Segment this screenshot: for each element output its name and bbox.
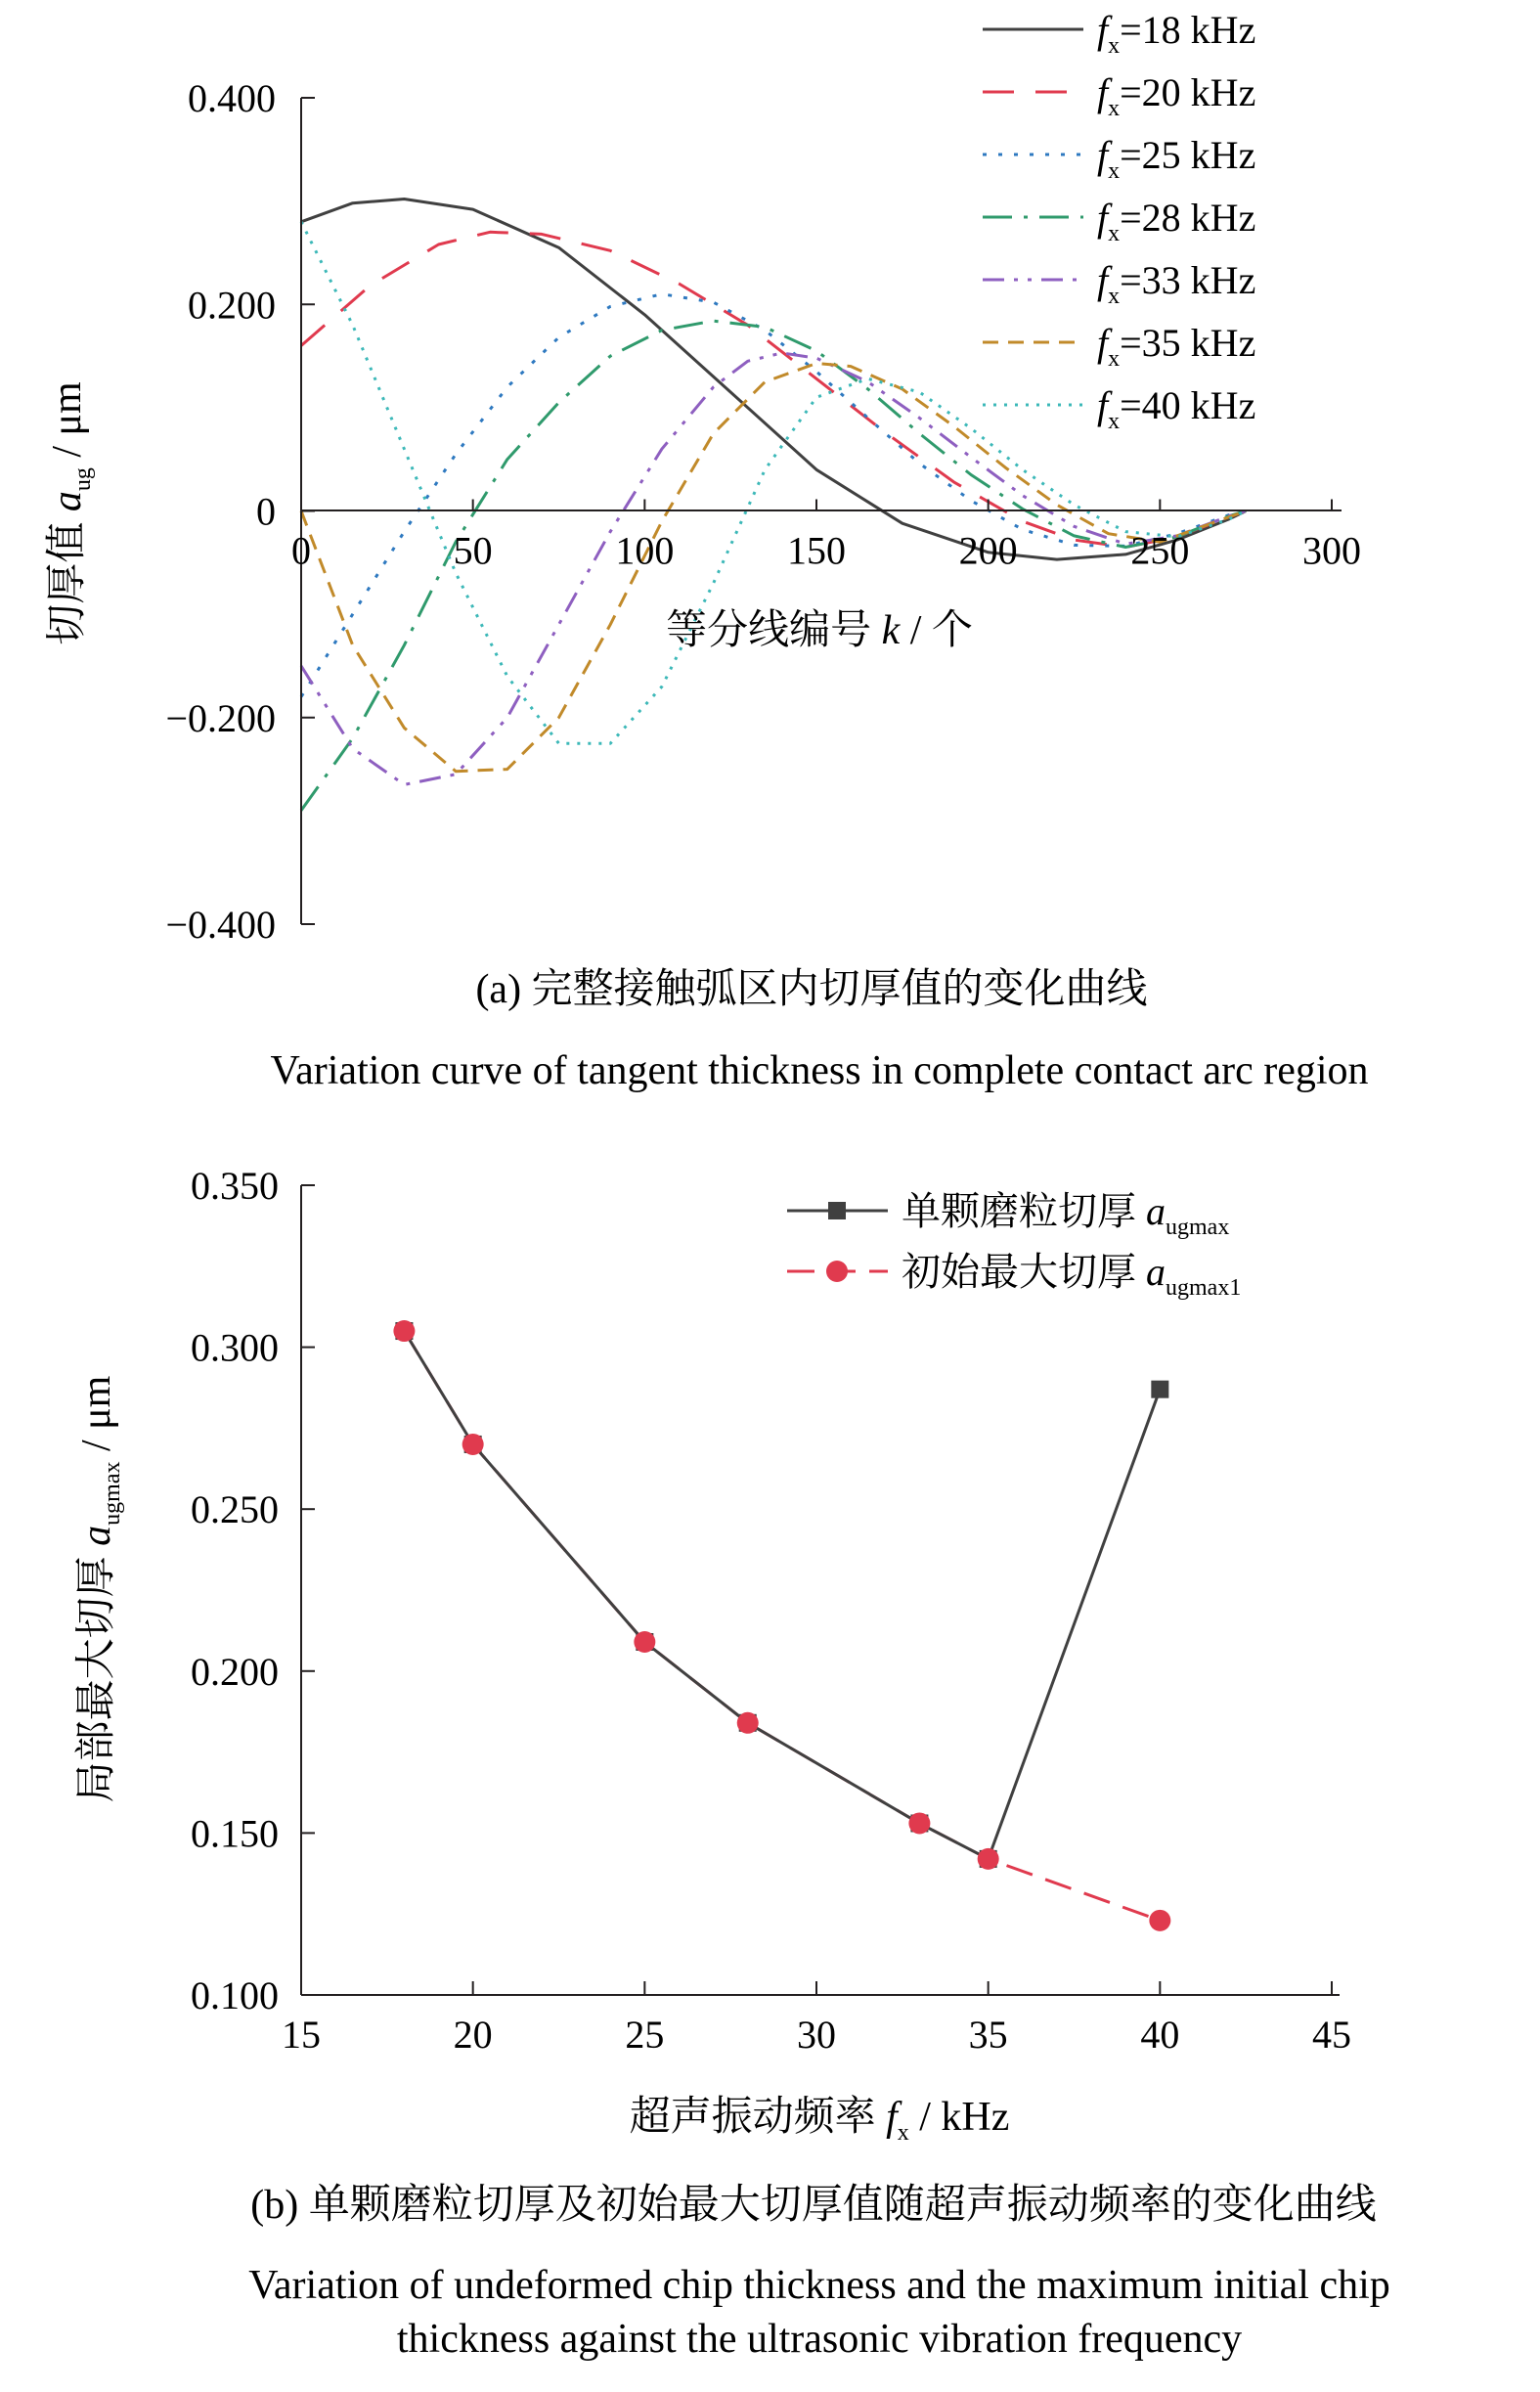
panel-b-marker-circle bbox=[908, 1812, 930, 1834]
panel-b-x-label: 超声振动频率 $f_x$ / kHz bbox=[629, 2095, 1010, 2146]
panel-b-legend-marker-circle bbox=[826, 1261, 848, 1282]
panel-b-series-line-0 bbox=[404, 1331, 1160, 1859]
panel-a-x-tick-label: 200 bbox=[958, 528, 1018, 573]
panel-b-marker-circle bbox=[393, 1320, 415, 1342]
panel-b-y-tick-label: 0.300 bbox=[191, 1325, 279, 1370]
panel-b-marker-circle bbox=[462, 1434, 484, 1455]
panel-a-legend-label-6: $f_x=40$ kHz bbox=[1097, 383, 1256, 434]
panel-b-x-tick-label: 30 bbox=[797, 2013, 836, 2057]
panel-a-y-tick-label: −0.200 bbox=[165, 695, 276, 740]
panel-a-y-ticks bbox=[165, 76, 315, 947]
panel-b-legend bbox=[787, 1189, 1241, 1301]
panel-a-y-tick-label: −0.400 bbox=[165, 903, 276, 947]
panel-b-x-tick-label: 45 bbox=[1312, 2013, 1351, 2057]
panel-a-x-tick-label: 100 bbox=[615, 528, 675, 573]
panel-b-y-tick-label: 0.150 bbox=[191, 1811, 279, 1856]
panel-b bbox=[74, 1164, 1390, 2362]
panel-a-legend-label-5: $f_x=35$ kHz bbox=[1097, 321, 1256, 372]
panel-a-y-tick-label: 0.200 bbox=[188, 283, 276, 328]
panel-b-caption-en-line2: thickness against the ultrasonic vibration frequency bbox=[396, 2317, 1243, 2362]
panel-b-y-tick-label: 0.200 bbox=[191, 1649, 279, 1694]
panel-a-caption-cn: (a) 完整接触弧区内切厚值的变化曲线 bbox=[475, 967, 1148, 1012]
panel-a-x-tick-label: 300 bbox=[1302, 528, 1361, 573]
panel-a-x-tick-label: 150 bbox=[787, 528, 846, 573]
panel-b-marker-circle bbox=[737, 1712, 759, 1734]
panel-b-caption-en-line1: Variation of undeformed chip thickness and the maximum initial chip bbox=[248, 2263, 1390, 2308]
panel-b-y-tick-label: 0.100 bbox=[191, 1973, 279, 2017]
panel-b-caption-cn: (b) 单颗磨粒切厚及初始最大切厚值随超声振动频率的变化曲线 bbox=[250, 2183, 1377, 2228]
panel-a-y-tick-label: 0.400 bbox=[188, 76, 276, 120]
panel-a-legend-label-1: $f_x=20$ kHz bbox=[1097, 70, 1256, 121]
panel-b-series-group bbox=[393, 1320, 1170, 1931]
panel-b-x-tick-label: 15 bbox=[282, 2013, 321, 2057]
panel-b-legend-label-0: 单颗磨粒切厚 $a_{ugmax}$ bbox=[902, 1189, 1230, 1240]
panel-a-x-tick-label: 50 bbox=[453, 528, 493, 573]
panel-b-x-tick-label: 35 bbox=[968, 2013, 1008, 2057]
panel-a-legend bbox=[983, 8, 1255, 434]
panel-b-y-ticks bbox=[191, 1164, 315, 2017]
panel-b-x-tick-label: 40 bbox=[1140, 2013, 1180, 2057]
panel-b-marker-circle bbox=[978, 1848, 999, 1870]
panel-b-marker-circle bbox=[1149, 1910, 1170, 1931]
panel-a-legend-label-4: $f_x=33$ kHz bbox=[1097, 258, 1256, 309]
panel-a-y-tick-label: 0 bbox=[256, 489, 276, 534]
panel-a-series-line-0 bbox=[301, 199, 1246, 560]
panel-b-y-label: 局部最大切厚 $a_{ugmax}$ / μm bbox=[74, 1375, 125, 1803]
panel-b-x-ticks bbox=[282, 1981, 1351, 2057]
panel-a-y-label: 切厚值 $a_{ug}$ / μm bbox=[45, 381, 96, 645]
panel-b-series-line-1 bbox=[404, 1331, 1160, 1921]
panel-a-legend-label-2: $f_x=25$ kHz bbox=[1097, 133, 1256, 184]
panel-a-legend-label-0: $f_x=18$ kHz bbox=[1097, 8, 1256, 59]
panel-a-x-tick-label: 250 bbox=[1130, 528, 1190, 573]
panel-b-y-tick-label: 0.250 bbox=[191, 1487, 279, 1532]
panel-a-caption-en: Variation curve of tangent thickness in complete contact arc region bbox=[270, 1048, 1369, 1093]
panel-b-x-tick-label: 20 bbox=[453, 2013, 493, 2057]
panel-a-x-label: 等分线编号 k / 个 bbox=[666, 608, 973, 653]
panel-b-marker-square bbox=[1151, 1381, 1168, 1398]
panel-b-legend-marker-square bbox=[828, 1202, 846, 1219]
panel-b-y-tick-label: 0.350 bbox=[191, 1164, 279, 1208]
panel-a bbox=[45, 8, 1369, 1093]
panel-a-legend-label-3: $f_x=28$ kHz bbox=[1097, 196, 1256, 246]
panel-b-marker-circle bbox=[634, 1631, 655, 1653]
panel-b-legend-label-1: 初始最大切厚 $a_{ugmax1}$ bbox=[902, 1250, 1242, 1301]
panel-a-x-tick-label: 0 bbox=[291, 528, 311, 573]
panel-b-x-tick-label: 25 bbox=[625, 2013, 665, 2057]
